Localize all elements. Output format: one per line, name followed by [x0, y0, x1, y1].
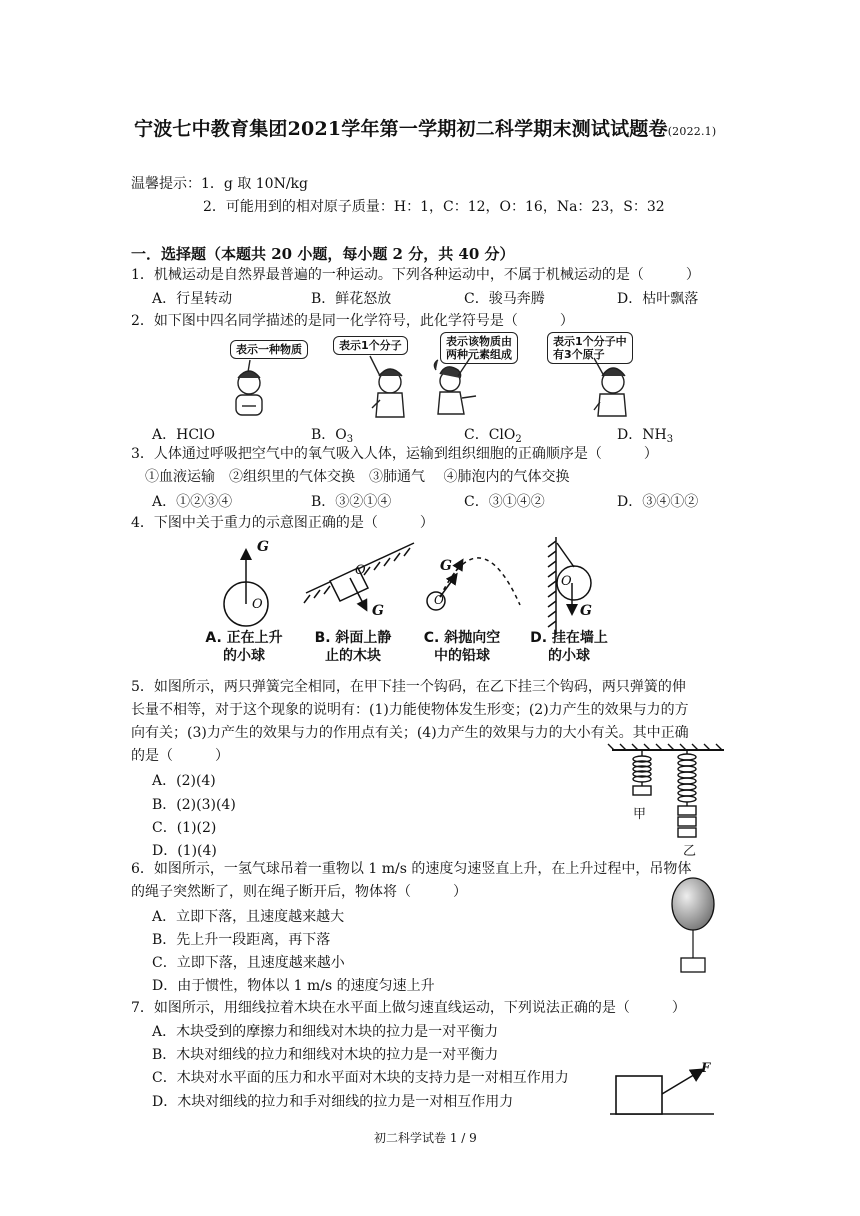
- q7-option-a: A．木块受到的摩擦力和细线对木块的拉力是一对平衡力: [152, 1024, 499, 1040]
- q2-option-d: [617, 424, 673, 445]
- caption-a: [203, 629, 285, 665]
- q1-option-c: C．骏马奔腾: [464, 291, 545, 307]
- q6-option-d: D．由于惯性，物体以 1 m/s 的速度匀速上升: [152, 978, 435, 994]
- tip-line-1: 温馨提示：1．g 取 10N/kg: [131, 176, 308, 192]
- q3-option-d: D．③④①②: [617, 494, 699, 510]
- q1-stem: 1．机械运动是自然界最普遍的一种运动。下列各种运动中，不属于机械运动的是（ ）: [131, 267, 700, 283]
- q2-b-sub: 3: [346, 434, 354, 445]
- label-o-c: O: [434, 593, 444, 607]
- q4-stem: 4．下图中关于重力的示意图正确的是（ ）: [131, 515, 434, 531]
- label-g-d: G: [580, 603, 592, 619]
- label-g-b: G: [372, 603, 384, 619]
- caption-d: [528, 629, 610, 665]
- q1-option-b: B．鲜花怒放: [311, 291, 392, 307]
- q6-option-b: B．先上升一段距离，再下落: [152, 932, 331, 948]
- q5-line-4: 的是（ ）: [131, 748, 229, 764]
- page-title: [134, 114, 716, 141]
- caption-b-l1: B. 斜面上静: [314, 630, 392, 646]
- q2-c-text: C．ClO: [464, 427, 516, 443]
- q2-c-sub: 2: [515, 434, 522, 445]
- q2-students-illustration: [0, 330, 860, 430]
- label-g-a: G: [257, 539, 269, 555]
- weight-icon: [681, 958, 705, 972]
- q7-stem: 7．如图所示，用细线拉着木块在水平面上做匀速直线运动，下列说法正确的是（ ）: [131, 1000, 686, 1016]
- q6-line-1: 6．如图所示，一氢气球吊着一重物以 1 m/s 的速度匀速竖直上升，在上升过程中，吊物体: [131, 861, 692, 877]
- student-3-icon: [434, 358, 476, 414]
- q6-option-c: C．立即下落，且速度越来越小: [152, 955, 345, 971]
- title-date: (2022.1): [667, 125, 717, 138]
- q7-option-c: C．木块对水平面的压力和水平面对木块的支持力是一对相互作用力: [152, 1070, 569, 1086]
- q2-option-c: [464, 424, 522, 445]
- q5-line-1: 5．如图所示，两只弹簧完全相同，在甲下挂一个钩码，在乙下挂三个钩码，两只弹簧的伸: [131, 679, 686, 695]
- caption-c-l2: 中的铅球: [434, 648, 490, 664]
- q3-option-a: A．①②③④: [152, 494, 233, 510]
- section-title: 一．选择题（本题共 20 小题，每小题 2 分，共 40 分）: [131, 245, 515, 263]
- q2-d-sub: 3: [666, 434, 674, 445]
- balloon-icon: [672, 878, 714, 930]
- q7-option-d: D．木块对细线的拉力和手对细线的拉力是一对相互作用力: [152, 1094, 514, 1110]
- q1-option-a: A．行星转动: [152, 291, 233, 307]
- q6-balloon-figure: [665, 878, 725, 978]
- spring-yi: [678, 750, 696, 837]
- q7-option-b: B．木块对细线的拉力和细线对木块的拉力是一对平衡力: [152, 1047, 499, 1063]
- bubble-3-line2: 两种元素组成: [446, 348, 512, 361]
- q2-d-text: D．NH: [617, 427, 667, 443]
- label-g-c: G: [440, 558, 452, 574]
- caption-c: [421, 629, 503, 665]
- spring-jia: [633, 750, 651, 795]
- caption-d-l2: 的小球: [548, 648, 590, 664]
- q3-option-c: C．③①④②: [464, 494, 545, 510]
- caption-a-l2: 的小球: [223, 648, 265, 664]
- tip-line-2: 2．可能用到的相对原子质量：H：1，C：12，O：16，Na：23，S：32: [203, 199, 665, 215]
- student-2-icon: [370, 356, 404, 417]
- caption-c-l1: C. 斜抛向空: [423, 630, 501, 646]
- q2-b-text: B．O: [311, 427, 347, 443]
- label-yi: 乙: [683, 844, 697, 859]
- q5-option-c: C．(1)(2): [152, 820, 217, 836]
- student-1-icon: [236, 360, 262, 415]
- q3-option-b: B．③②①④: [311, 494, 392, 510]
- diagram-a-rising-ball: [224, 551, 268, 626]
- q2-option-b: [311, 424, 353, 445]
- wooden-block-icon: [616, 1076, 662, 1114]
- q6-option-a: A．立即下落，且速度越来越大: [152, 909, 345, 925]
- bubble-4-line2: 有3个原子: [553, 348, 605, 361]
- q2-stem: 2．如下图中四名同学描述的是同一化学符号，此化学符号是（ ）: [131, 313, 574, 329]
- q3-stem: 3．人体通过呼吸把空气中的氧气吸入人体，运输到组织细胞的正确顺序是（ ）: [131, 446, 658, 462]
- q5-option-b: B．(2)(3)(4): [152, 797, 236, 813]
- speech-bubble-1: 表示一种物质: [230, 340, 308, 359]
- q2-option-a: A．HClO: [152, 427, 215, 443]
- caption-d-l1: D. 挂在墙上: [530, 630, 608, 646]
- label-o-a: O: [252, 597, 263, 612]
- q6-line-2: 的绳子突然断了，则在绳子断开后，物体将（ ）: [131, 884, 467, 900]
- q1-option-d: D．枯叶飘落: [617, 291, 699, 307]
- bubble-3-line1: 表示该物质由: [446, 335, 512, 348]
- q5-line-2: 长量不相等，对于这个现象的说明有：(1)力能使物体发生形变；(2)力产生的效果与力的方: [131, 702, 689, 718]
- page-footer: 初二科学试卷 1 / 9: [374, 1131, 477, 1145]
- label-jia: 甲: [633, 807, 647, 822]
- q5-option-a: A．(2)(4): [152, 773, 216, 789]
- caption-b: [312, 629, 394, 665]
- pull-force-arrow: [662, 1070, 702, 1094]
- speech-bubble-2: 表示1个分子: [333, 336, 408, 355]
- q5-line-3: 向有关；(3)力产生的效果与力的作用点有关；(4)力产生的效果与力的大小有关。其中正确: [131, 725, 689, 741]
- caption-b-l2: 止的木块: [325, 648, 381, 664]
- caption-a-l1: A. 正在上升: [205, 630, 283, 646]
- student-4-icon: [594, 358, 626, 416]
- q3-items: ①血液运输 ②组织里的气体交换 ③肺通气 ④肺泡内的气体交换: [145, 469, 570, 485]
- q5-springs-figure: [612, 748, 732, 858]
- label-o-b: O: [355, 563, 366, 578]
- bubble-4-line1: 表示1个分子中: [553, 335, 627, 348]
- title-text: 宁波七中教育集团2021学年第一学期初二科学期末测试试题卷: [134, 118, 668, 140]
- label-f: F: [701, 1061, 711, 1076]
- q5-option-d: D．(1)(4): [152, 843, 217, 859]
- label-o-d: O: [561, 574, 572, 589]
